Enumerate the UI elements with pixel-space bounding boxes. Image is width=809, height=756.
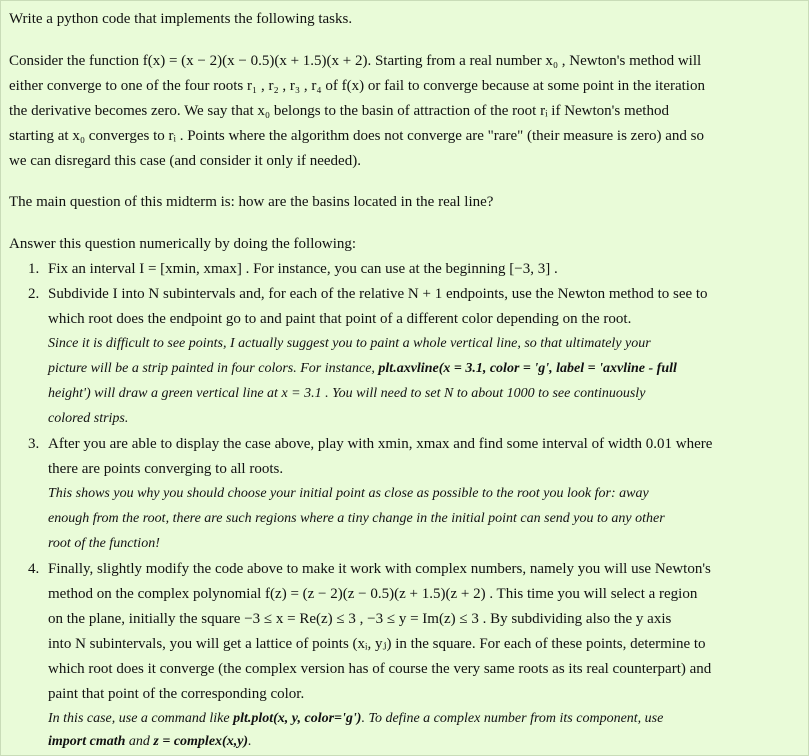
item-2-note-2-text: picture will be a strip painted in four colors. For instance, [48,361,379,376]
item-3-number: 3. [28,436,40,452]
item-4-note-code: plt.plot(x, y, color='g') [233,711,362,726]
item-4-note2-code2: z = complex(x,y) [153,734,249,749]
item-3-note-1: This shows you why you should choose your initial point as close as possible to the root you look for: away [48,486,649,501]
item-4-line-6: paint that point of the corresponding color. [48,686,305,702]
intro-line: Write a python code that implements the following tasks. [9,11,353,27]
item-2-line-2: which root does the endpoint go to and paint that point of a different color depending on the root. [48,311,632,327]
item-4-note2-mid: and [125,734,154,749]
item-2-note-4: colored strips. [48,411,129,426]
item-2-note-2 [48,359,677,379]
p1-line-3: the derivative becomes zero. We say that x₀ belongs to the basin of attraction of the root rᵢ if Newton's method [9,103,669,119]
item-2-note-3 [48,384,645,404]
p1-line-1: Consider the function f(x) = (x − 2)(x − 0.5)(x + 1.5)(x + 2). Starting from a real number x₀ , Newton's method will [9,53,702,69]
item-3-line-1: After you are able to display the case above, play with xmin, xmax and find some interval of width 0.01 where [48,436,713,452]
item-4-note-pre: In this case, use a command like [48,711,234,726]
item-2-note-code: plt.axvline(x = 3.1, color = 'g', label = 'axvline - full [378,361,677,376]
item-2-line-1: Subdivide I into N subintervals and, for each of the relative N + 1 endpoints, use the Newton method to see to [48,286,708,302]
item-3-line-2: there are points converging to all roots. [48,461,284,477]
item-4-line-4: into N subintervals, you will get a lattice of points (xᵢ, yⱼ) in the square. For each of these points, determine to [48,636,706,652]
item-4-line-3: on the plane, initially the square −3 ≤ x = Re(z) ≤ 3 , −3 ≤ y = Im(z) ≤ 3 . By subdividing also the y axis [48,611,672,627]
p1-line-2: either converge to one of the four roots r₁ , r₂ , r₃ , r₄ of f(x) or fail to converge because at some point in the iteration [9,78,705,94]
item-1-number: 1. [28,261,40,277]
item-3-note-2: enough from the root, there are such regions where a tiny change in the initial point can send you to any other [48,511,665,526]
item-4-line-1: Finally, slightly modify the code above to make it work with complex numbers, namely you will use Newton's [48,561,711,577]
item-4-note-2 [48,732,252,752]
item-2-note-3-text: height') will draw a green vertical line at x = 3.1 . You will need to set N to about 1000 to see continuously [48,386,646,401]
item-4-number: 4. [28,561,40,577]
p1-line-5: we can disregard this case (and consider it only if needed). [9,153,361,169]
p1-line-4: starting at x₀ converges to rᵢ . Points where the algorithm does not converge are "rare" (their measure is zero) and so [9,128,704,144]
item-4-note-post: . To define a complex number from its component, use [361,711,664,726]
item-1-line-1: Fix an interval I = [xmin, xmax] . For instance, you can use at the beginning [−3, 3] . [48,261,558,277]
item-2-number: 2. [28,286,40,302]
item-4-note2-code: import cmath [48,734,126,749]
answer-instruction: Answer this question numerically by doing the following: [9,236,357,252]
item-3-note-3: root of the function! [48,536,160,551]
item-4-note-1 [48,709,663,729]
item-4-line-5: which root does it converge (the complex version has of course the very same roots as its real counterpart) and [48,661,712,677]
item-4-note2-post: . [248,734,252,749]
item-4-line-2: method on the complex polynomial f(z) = (z − 2)(z − 0.5)(z + 1.5)(z + 2) . This time you will select a region [48,586,698,602]
item-2-note-1: Since it is difficult to see points, I actually suggest you to paint a whole vertical line, so that ultimately your [48,336,651,351]
main-question: The main question of this midterm is: how are the basins located in the real line? [9,194,494,210]
